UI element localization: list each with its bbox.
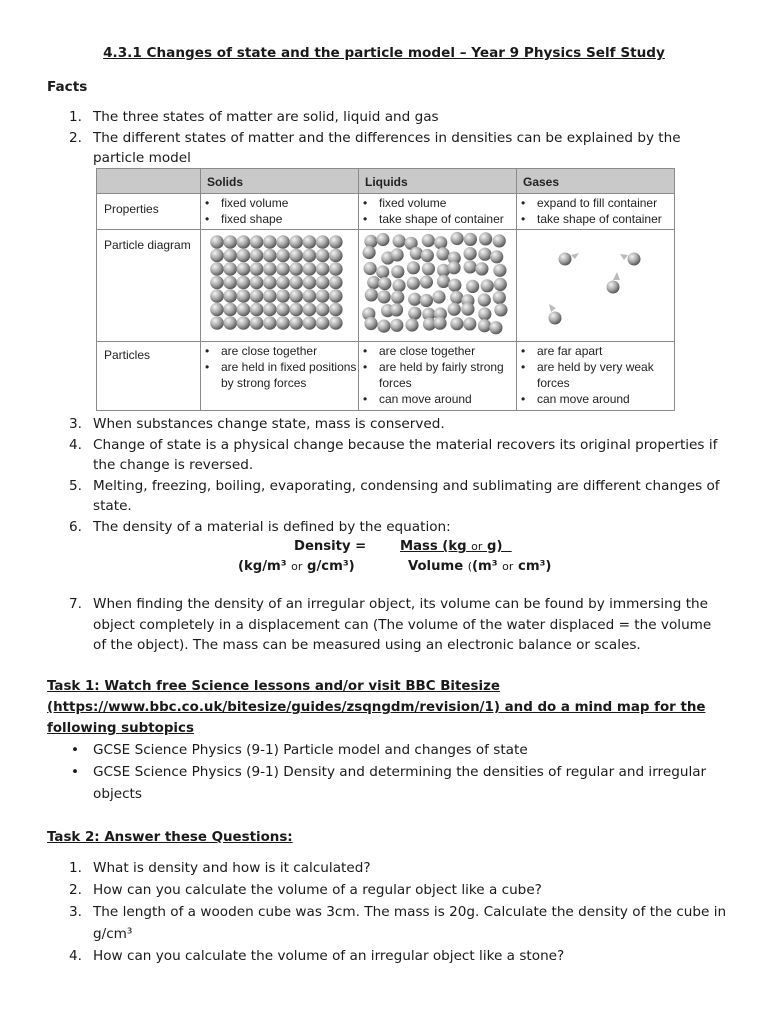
fact-text: The three states of matter are solid, liquid and gas: [93, 109, 439, 125]
page-title: 4.3.1 Changes of state and the particle model – Year 9 Physics Self Study: [103, 45, 665, 61]
solid-particle: [276, 235, 290, 249]
liquid-particle: [475, 262, 488, 275]
solid-particle: [210, 249, 224, 263]
liquid-particle: [405, 318, 418, 331]
liquid-particle: [364, 235, 377, 248]
solid-particle: [263, 262, 277, 276]
solid-particle: [276, 303, 290, 317]
solid-particle: [316, 276, 330, 290]
solid-particle: [237, 303, 251, 317]
gases-particles: • are far apart • are held by very weak forces • can move around: [517, 343, 675, 407]
liquid-particle-diagram: [359, 230, 515, 341]
solid-particle: [289, 249, 303, 263]
liquids-particles: • are close together • are held by fairly strong forces • can move around: [359, 343, 515, 407]
solid-particle-diagram: [201, 230, 357, 341]
fact-item: 6. The density of a material is defined by the equation:: [69, 518, 451, 535]
solid-particle: [250, 276, 264, 290]
liquid-particle: [463, 317, 476, 330]
liquid-particle: [450, 291, 463, 304]
liquid-particle: [378, 277, 391, 290]
solid-particle: [237, 262, 251, 276]
formula-density-units: (kg/m³ or g/cm³): [238, 559, 355, 574]
liquid-particle: [421, 249, 434, 262]
task-1-subtopics: [47, 739, 727, 805]
solid-particle: [289, 276, 303, 290]
liquid-particle: [450, 317, 463, 330]
solid-particle: [263, 276, 277, 290]
fact-item: 7. When finding the density of an irregular object, its volume can be found by immersing the object completely in a displacement can (The volume of the water displaced = the volume of the object). The mass can be measured using an electronic balance or scales.: [69, 596, 712, 653]
liquid-particle: [365, 288, 378, 301]
fact-item: 3. When substances change state, mass is conserved.: [69, 416, 445, 432]
solid-particle: [237, 235, 251, 249]
fact-item: 1. The three states of matter are solid, liquid and gas: [69, 109, 439, 125]
solid-particle: [303, 262, 317, 276]
solid-particle: [223, 249, 237, 263]
fact-text: Melting, freezing, boiling, evaporating, condensing and sublimating are different changes of state.: [93, 477, 720, 514]
facts-heading: Facts: [47, 79, 88, 95]
solid-particle: [316, 262, 330, 276]
liquids-properties: • fixed volume • take shape of container: [359, 195, 515, 227]
fact-text: The density of a material is defined by the equation:: [93, 518, 451, 535]
liquid-particle: [364, 317, 377, 330]
solid-particle: [316, 316, 330, 330]
liquid-particle: [447, 261, 460, 274]
task-2-heading: Task 2: Answer these Questions:: [47, 830, 293, 845]
liquid-particle: [432, 290, 445, 303]
fact-text: The different states of matter and the differences in densities can be explained by the particle model: [93, 129, 681, 166]
solid-particle: [303, 303, 317, 317]
question-item: 1. What is density and how is it calculated?: [69, 860, 371, 876]
solid-particle: [210, 303, 224, 317]
solid-particle: [210, 262, 224, 276]
question-item: 3. The length of a wooden cube was 3cm. The mass is 20g. Calculate the density of the cube in g/cm³: [69, 904, 727, 942]
liquid-particle: [391, 291, 404, 304]
liquid-particle: [422, 234, 435, 247]
liquid-particle: [494, 278, 507, 291]
liquid-particle: [494, 303, 507, 316]
solid-particle: [316, 249, 330, 263]
gas-particle: [607, 272, 621, 294]
liquid-particle: [478, 293, 491, 306]
liquid-particle: [420, 275, 433, 288]
formula-denominator: Volume ((m³ or cm³): [408, 559, 552, 574]
solid-particle: [237, 276, 251, 290]
solid-particle: [250, 316, 264, 330]
liquid-particle: [408, 307, 421, 320]
liquid-particle: [437, 275, 450, 288]
liquid-particle: [493, 264, 506, 277]
solid-particle: [289, 316, 303, 330]
task-2-questions: [47, 857, 727, 967]
liquid-particle: [434, 236, 447, 249]
row-label-particles: Particles: [104, 348, 151, 362]
liquid-particle: [408, 293, 421, 306]
solid-particle: [263, 235, 277, 249]
gas-particle: [549, 304, 562, 325]
list-item: • GCSE Science Physics (9-1) Density and determining the densities of regular and irregular objects: [71, 764, 707, 802]
solid-particle: [263, 289, 277, 303]
gas-particle: [620, 253, 641, 266]
formula-numerator: Mass (kg or g): [400, 539, 503, 554]
question-item: 2. How can you calculate the volume of a regular object like a cube?: [69, 882, 542, 898]
question-item: 4. How can you calculate the volume of an irregular object like a stone?: [69, 948, 565, 964]
solid-particle: [263, 249, 277, 263]
liquid-particle: [461, 303, 474, 316]
liquid-particle: [364, 262, 377, 275]
solid-particle: [276, 316, 290, 330]
liquid-particle: [410, 247, 423, 260]
liquid-particle: [392, 279, 405, 292]
liquid-particle: [391, 265, 404, 278]
gas-particle: [559, 253, 580, 266]
solid-particle: [276, 289, 290, 303]
liquid-particle: [433, 317, 446, 330]
solid-particle: [223, 316, 237, 330]
fact-text: Change of state is a physical change because the material recovers its original properties if the change is reversed.: [93, 436, 718, 473]
liquid-particle: [407, 261, 420, 274]
fact-item: 4. Change of state is a physical change because the material recovers its original properties if the change is reversed.: [69, 436, 718, 473]
solid-particle: [237, 316, 251, 330]
liquid-particle: [448, 303, 461, 316]
liquid-particle: [376, 233, 389, 246]
solid-particle: [250, 249, 264, 263]
solid-particle: [303, 249, 317, 263]
solid-particle: [316, 235, 330, 249]
solid-particle: [250, 289, 264, 303]
solid-particle: [223, 303, 237, 317]
solid-particle: [303, 289, 317, 303]
solid-particle: [303, 316, 317, 330]
fact-text: When substances change state, mass is conserved.: [93, 416, 445, 432]
liquid-particle: [464, 247, 477, 260]
solid-particle: [289, 262, 303, 276]
fact-item: 2. The different states of matter and the differences in densities can be explained by the particle model: [69, 129, 681, 166]
liquid-particle: [420, 294, 433, 307]
solid-particle: [329, 249, 343, 263]
liquid-particle: [478, 319, 491, 332]
solid-particle: [263, 316, 277, 330]
formula-density-label: Density =: [294, 539, 367, 554]
liquid-particle: [464, 260, 477, 273]
solid-particle: [329, 235, 343, 249]
liquid-particle: [393, 234, 406, 247]
liquid-particle: [378, 290, 391, 303]
solid-particle: [210, 289, 224, 303]
liquid-particle: [391, 248, 404, 261]
solid-particle: [237, 289, 251, 303]
fact-item: 5. Melting, freezing, boiling, evaporating, condensing and sublimating are different changes of state.: [69, 477, 720, 514]
solid-particle: [329, 289, 343, 303]
fact-7: [47, 594, 727, 656]
liquid-particle: [490, 250, 503, 263]
liquid-particle: [451, 232, 464, 245]
liquid-particle: [478, 307, 491, 320]
solid-particle: [329, 262, 343, 276]
solid-particle: [237, 249, 251, 263]
liquid-particle: [390, 319, 403, 332]
solid-particle: [223, 235, 237, 249]
list-item: • GCSE Science Physics (9-1) Particle model and changes of state: [71, 742, 528, 758]
liquid-particle: [464, 233, 477, 246]
solid-particle: [289, 235, 303, 249]
facts-list-top: [47, 107, 727, 169]
solid-particle: [250, 262, 264, 276]
liquid-particle: [479, 232, 492, 245]
solid-particle: [223, 262, 237, 276]
liquid-particle: [481, 279, 494, 292]
solid-particle: [223, 289, 237, 303]
solid-particle: [276, 249, 290, 263]
solid-particle: [263, 303, 277, 317]
liquid-particle: [489, 321, 502, 334]
solid-particle: [276, 276, 290, 290]
solids-properties: • fixed volume • fixed shape: [201, 195, 357, 227]
row-label-particle-diagram: Particle diagram: [104, 238, 191, 252]
solid-particle: [329, 276, 343, 290]
liquid-particle: [478, 248, 491, 261]
header-liquids: Liquids: [365, 175, 408, 189]
states-of-matter-table: [96, 168, 675, 411]
liquid-particle: [466, 280, 479, 293]
solid-particle: [276, 262, 290, 276]
solid-particle: [289, 289, 303, 303]
gas-particle-diagram: [517, 230, 675, 341]
solid-particle: [210, 276, 224, 290]
liquid-particle: [377, 320, 390, 333]
solid-particle: [303, 276, 317, 290]
liquid-particle: [422, 262, 435, 275]
solid-particle: [250, 303, 264, 317]
task-1-heading: Task 1: Watch free Science lessons and/or visit BBC Bitesize (https://www.bbc.co.uk/bitesize/guides/zsqngdm/revision/1) and do a mind map for the following subtopics: [47, 679, 706, 736]
solid-particle: [316, 303, 330, 317]
row-label-properties: Properties: [104, 202, 159, 216]
liquid-particle: [493, 291, 506, 304]
solid-particle: [250, 235, 264, 249]
solids-particles: • are close together • are held in fixed positions by strong forces: [201, 343, 357, 391]
facts-list-bottom: [47, 414, 727, 537]
solid-particle: [329, 316, 343, 330]
solid-particle: [303, 235, 317, 249]
solid-particle: [329, 303, 343, 317]
liquid-particle: [363, 246, 376, 259]
liquid-particle: [407, 277, 420, 290]
fact-text: When finding the density of an irregular object, its volume can be found by immersing the object completely in a displacement can (The volume of the water displaced = the volume of the object). The mass can be measured using an electronic balance or scales.: [93, 596, 712, 653]
solid-particle: [289, 303, 303, 317]
solid-particle: [223, 276, 237, 290]
liquid-particle: [448, 279, 461, 292]
gases-properties: • expand to fill container • take shape of container: [517, 195, 675, 227]
liquid-particle: [493, 234, 506, 247]
solid-particle: [210, 235, 224, 249]
header-solids: Solids: [207, 175, 244, 189]
solid-particle: [210, 316, 224, 330]
liquid-particle: [376, 265, 389, 278]
header-gases: Gases: [523, 175, 560, 189]
solid-particle: [316, 289, 330, 303]
liquid-particle: [390, 303, 403, 316]
